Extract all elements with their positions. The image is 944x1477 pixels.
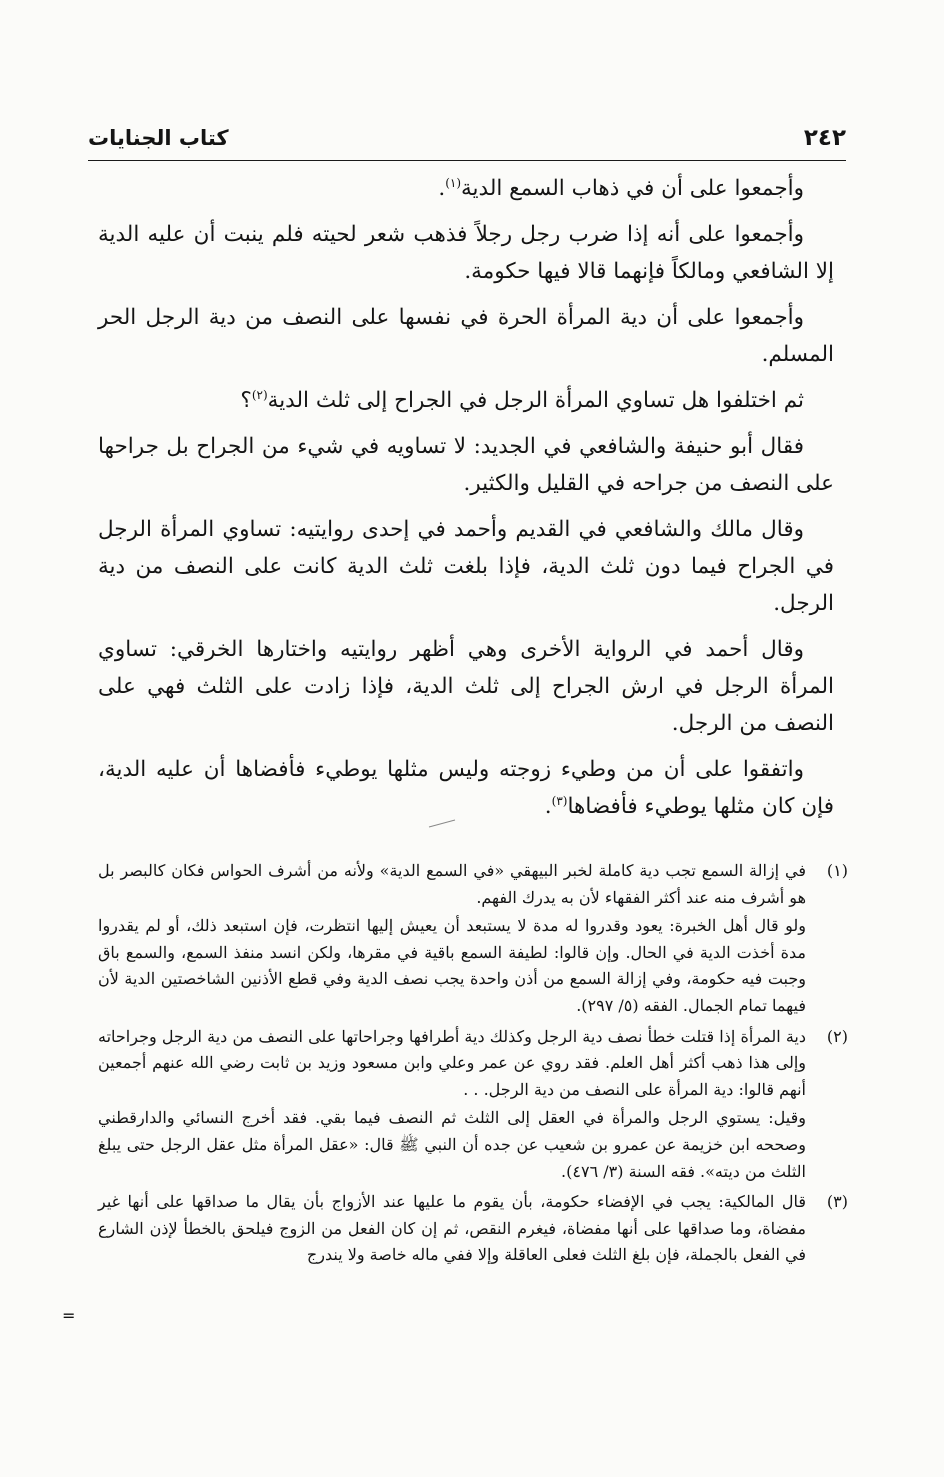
footnote-body <box>98 1024 806 1188</box>
paragraph: وقال أحمد في الرواية الأخرى وهي أظهر روايتيه واختارها الخرقي: تساوي المرأة الرجل في ارش الجراح إلى ثلث الدية، فإذا زادت على الثلث فهي على النصف من الرجل. <box>98 637 834 736</box>
paragraph: فقال أبو حنيفة والشافعي في الجديد: لا تساويه في شيء من الجراح بل جراحها على النصف من جراحه في القليل والكثير. <box>98 434 834 496</box>
page-number: ٢٤٢ <box>803 125 846 151</box>
paragraph: وأجمعوا على أن دية المرأة الحرة في نفسها على النصف من دية الرجل الحر المسلم. <box>98 305 834 367</box>
footnote-reference[interactable]: (٢) <box>251 387 268 402</box>
footnote-number: (٣) <box>826 1192 848 1212</box>
pen-stroke-mark <box>428 818 456 828</box>
footnote-paragraph: دية المرأة إذا قتلت خطأ نصف دية الرجل وكذلك دية أطرافها وجراحاتها على النصف من دية الرجل وجراحاته وإلى هذا ذهب أكثر أهل العلم. فقد روي عن عمر وعلي وابن مسعود وزيد بن ثابت رضي الله عنهم أجمعين أنهم قالوا: دية المرأة على النصف من دية الرجل. . . <box>98 1026 806 1099</box>
main-text <box>98 170 834 834</box>
paragraph: واتفقوا على أن من وطيء زوجته وليس مثلها يوطيء فأفضاها أن عليه الدية، فإن كان مثلها يوطيء فأفضاها$^{(٣)}$. <box>98 757 834 819</box>
footnote-1 <box>98 858 848 1022</box>
paragraph: ثم اختلفوا هل تساوي المرأة الرجل في الجراح إلى ثلث الدية$^{(٢)}$؟ <box>240 387 804 413</box>
running-title: كتاب الجنايات <box>88 126 229 150</box>
footnote-2 <box>98 1024 848 1188</box>
footnotes <box>98 858 848 1273</box>
footnote-number: (١) <box>826 861 848 880</box>
footnote-paragraph: وقيل: يستوي الرجل والمرأة في العقل إلى الثلث ثم النصف فيما بقي. فقد أخرج النسائي والدارقطني وصححه ابن خزيمة عن عمرو بن شعيب عن جده أن النبي ﷺ قال: «عقل المرأة مثل عقل الرجل حتى يبلغ الثلث من ديته». فقه السنة (٣/ ٤٧٦). <box>98 1108 806 1181</box>
footnote-body <box>98 1189 806 1271</box>
footnote-3 <box>98 1189 848 1271</box>
paragraph: وأجمعوا على أنه إذا ضرب رجل رجلاً فذهب شعر لحيته فلم ينبت أن عليه الدية إلا الشافعي ومالكاً فإنهما قالا فيها حكومة. <box>98 222 834 284</box>
footnote-paragraph: قال المالكية: يجب في الإفضاء حكومة، بأن يقوم ما عليها عند الأزواج بأن يقال ما صداقها على أنها غير مفضاة، وما صداقها على أنها مفضاة، فيغرم النقص، ثم إن كان الفعل من الزوج فيلحق بالخطأ لإذن الشارع في الفعل بالجملة، فإن بلغ الثلث فعلى العاقلة وإلا ففي ماله خاصة ولا يندرج <box>98 1192 807 1265</box>
footnote-reference[interactable]: (١) <box>445 175 462 190</box>
footnote-number: (٢) <box>826 1026 848 1046</box>
paragraph: وقال مالك والشافعي في القديم وأحمد في إحدى روايتيه: تساوي المرأة الرجل في الجراح فيما دون ثلث الدية، فإذا بلغت ثلث الدية كانت على النصف من دية الرجل. <box>98 517 834 616</box>
continuation-mark: = <box>62 1306 76 1325</box>
footnote-paragraph: في إزالة السمع تجب دية كاملة لخبر البيهقي «في السمع الدية» ولأنه من أشرف الحواس فكان كالبصر بل هو أشرف منه عند أكثر الفقهاء لأن به يدرك الفهم. <box>98 861 806 907</box>
footnote-paragraph: ولو قال أهل الخبرة: يعود وقدروا له مدة لا يستبعد أن يعيش إليها انتظرت، فإن استبعد ذلك، أو لم يقدروا مدة أخذت الدية في الحال. وإن قالوا: لطيفة السمع باقية في مقرها، ولكن انسد منفذ السمع، والسمع باق وجبت فيه حكومة، وفي إزالة السمع من أذن واحدة يجب نصف الدية وفي قطع الأذنين الشاخصتين الدية لأن فيهما تمام الجمال. الفقه (٥/ ٢٩٧). <box>98 916 806 1015</box>
footnote-body <box>98 858 806 1022</box>
footnote-reference[interactable]: (٣) <box>551 793 568 808</box>
paragraph: وأجمعوا على أن في ذهاب السمع الدية$^{(١)}$. <box>438 175 804 201</box>
page-header <box>88 116 846 161</box>
